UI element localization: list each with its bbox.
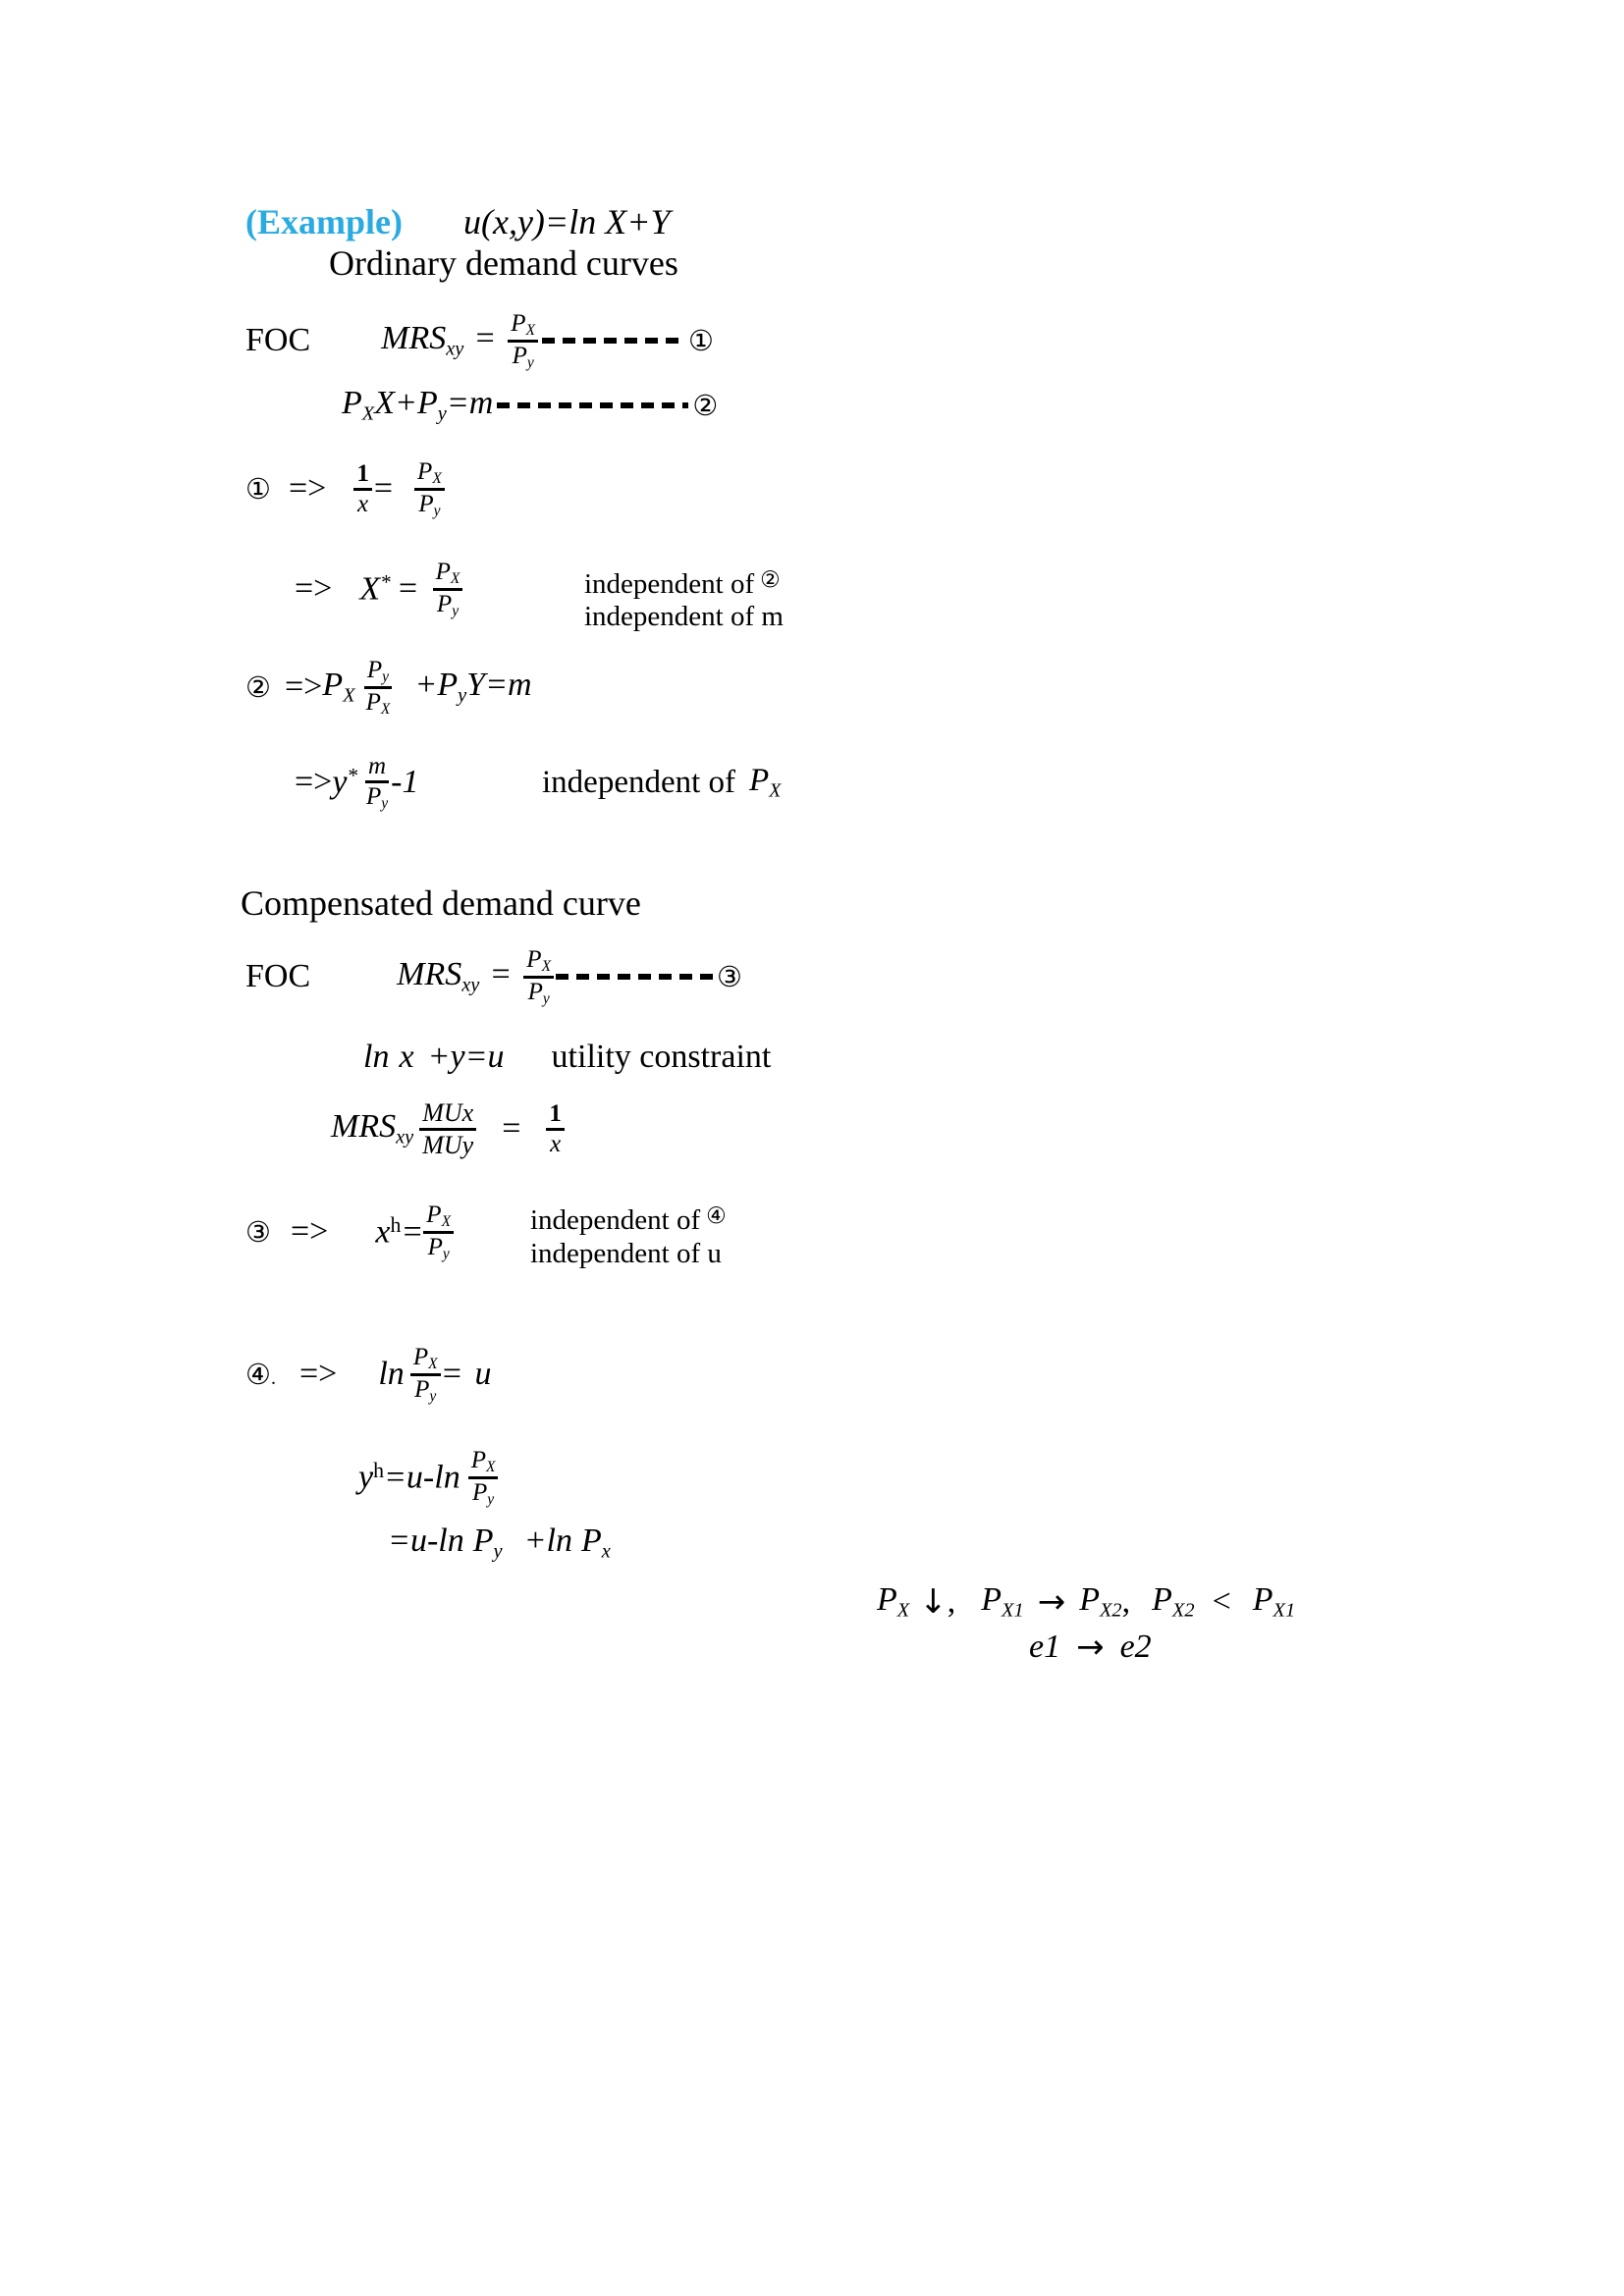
m-py-fraction <box>363 753 391 812</box>
p-symbol: P <box>342 385 362 422</box>
mrs-symbol: MRS <box>331 1108 397 1146</box>
u-variable: u <box>487 1039 505 1075</box>
fraction-denominator: x <box>357 490 369 517</box>
x1-subscript: X1 <box>1001 1599 1024 1622</box>
p-symbol: P <box>416 385 438 422</box>
y-subscript: y <box>437 402 447 425</box>
fraction-denominator: MUy <box>422 1130 474 1159</box>
y-subscript: y <box>442 1245 450 1262</box>
equals-sign: = <box>489 956 513 993</box>
x-variable: x <box>375 1213 391 1251</box>
foc-label: FOC <box>245 958 311 994</box>
u-variable: u <box>474 1356 492 1392</box>
circled-2: ② <box>692 389 719 422</box>
p-symbol: P <box>366 782 382 810</box>
plus-sign: + <box>414 667 438 704</box>
y-subscript: y <box>382 668 390 686</box>
p-symbol: P <box>877 1581 897 1619</box>
implies-sign: => <box>285 668 323 705</box>
px-py-fraction <box>508 310 538 370</box>
y-subscript: y <box>381 794 389 812</box>
h-superscript: h <box>373 1458 384 1482</box>
right-arrow-icon: → <box>1076 1628 1105 1667</box>
mrs-subscript: xy <box>396 1126 414 1148</box>
p-symbol: P <box>512 342 527 369</box>
x-subscript: X <box>361 402 375 425</box>
p-symbol: P <box>427 1233 443 1260</box>
ln-operator: ln <box>434 1459 460 1496</box>
mux-muy-fraction <box>419 1098 476 1158</box>
e2-term: e2 <box>1119 1629 1152 1665</box>
comma: , <box>1121 1583 1131 1620</box>
mrs-symbol: MRS <box>381 320 447 357</box>
star-superscript: * <box>380 569 391 594</box>
utility-constraint-line <box>363 1028 771 1087</box>
p-symbol: P <box>414 1375 430 1403</box>
independence-note-2 <box>542 756 781 809</box>
equals-sign: = <box>396 570 419 608</box>
plus-sign: + <box>427 1039 451 1075</box>
fraction-denominator <box>415 491 443 519</box>
x-subscript: X <box>428 1356 438 1373</box>
u-variable: u <box>406 1459 423 1496</box>
x-hicksian-term <box>375 1213 423 1251</box>
fraction-numerator: 1 <box>546 1100 565 1131</box>
independence-note-1 <box>584 564 784 633</box>
note-row: independent of m <box>584 601 784 632</box>
p-symbol: P <box>526 946 542 974</box>
y-variable: y <box>450 1039 465 1075</box>
p-symbol: P <box>749 762 770 798</box>
p-symbol: P <box>366 657 383 684</box>
x-subscript: X <box>441 1213 452 1231</box>
fraction-denominator <box>363 689 394 718</box>
example-formula: u(x,y)=ln X+Y <box>462 202 671 241</box>
implies-sign: => <box>295 764 333 800</box>
y-hicksian-term <box>358 1459 460 1496</box>
circled-2: ② <box>245 670 271 704</box>
ln-operator: ln <box>438 1522 464 1560</box>
budget-line <box>342 376 718 435</box>
x-subscript: X <box>896 1599 910 1622</box>
x-subscript: X <box>432 470 442 488</box>
ordinary-title <box>329 236 678 291</box>
fraction-denominator: x <box>550 1130 562 1157</box>
minus-sign: - <box>391 764 403 800</box>
mrs-subscript: xy <box>446 338 464 360</box>
x2-subscript: X2 <box>1099 1599 1122 1622</box>
p-symbol: P <box>436 590 453 617</box>
fraction-denominator <box>363 783 391 812</box>
circled-4: ④ <box>706 1203 727 1229</box>
circled-1: ① <box>245 472 271 506</box>
circled-1: ① <box>688 324 715 357</box>
x-star-term <box>359 570 418 609</box>
p-symbol: P <box>322 667 344 704</box>
ln-operator: ln <box>546 1522 572 1560</box>
x2-subscript: X2 <box>1171 1599 1195 1622</box>
equals-sign: = <box>383 1459 406 1496</box>
plus-sign: + <box>395 385 417 422</box>
fraction-denominator <box>525 979 553 1007</box>
y-subscript: y <box>493 1540 503 1563</box>
x-variable: x <box>399 1039 414 1075</box>
fraction-numerator: MUx <box>419 1098 476 1130</box>
px-term <box>322 667 354 708</box>
equals-sign: = <box>473 320 497 357</box>
derivation-line-4 <box>245 1325 492 1423</box>
py-px-fraction <box>363 657 394 717</box>
px-py-fraction <box>523 946 554 1006</box>
px-py-fraction <box>468 1447 499 1507</box>
derivation-line-2 <box>245 638 532 736</box>
fraction-numerator <box>468 1447 499 1478</box>
foc-line-compensated <box>245 928 742 1026</box>
fraction-numerator <box>433 559 463 590</box>
mrs-term <box>397 956 512 997</box>
implies-sign: => <box>291 1213 329 1250</box>
p-symbol: P <box>418 490 434 517</box>
fraction-numerator <box>508 310 538 342</box>
x-star-line <box>295 540 462 638</box>
x1-subscript: X1 <box>1272 1599 1296 1622</box>
x-subscript: X <box>541 958 552 976</box>
foc-line-ordinary <box>245 292 714 390</box>
star-superscript: * <box>347 763 357 787</box>
ln-operator: ln <box>378 1356 405 1392</box>
px-term <box>749 763 781 802</box>
derivation-line-3 <box>245 1183 454 1281</box>
x-subscript: X <box>450 570 460 588</box>
p-symbol: P <box>471 1478 488 1506</box>
y-variable: y <box>358 1459 374 1496</box>
compensated-title <box>241 876 641 931</box>
px1-term <box>1253 1581 1295 1623</box>
y-subscript: y <box>458 684 467 707</box>
right-arrow-icon: → <box>1037 1582 1066 1622</box>
mrs-term <box>331 1108 413 1149</box>
minus-sign: - <box>422 1459 435 1496</box>
x-subscript: X <box>380 700 391 718</box>
plus-lnpx-term <box>524 1522 611 1564</box>
fraction-numerator: 1 <box>353 460 372 491</box>
utility-constraint-label: utility constraint <box>551 1039 772 1075</box>
p-symbol: P <box>1079 1581 1100 1619</box>
section-title: Compensated demand curve <box>241 883 641 923</box>
equals-sign: = <box>388 1522 410 1560</box>
mrs-mu-line <box>331 1080 565 1178</box>
plus-sign: + <box>523 1522 547 1560</box>
y-subscript: y <box>452 602 460 619</box>
px1-term <box>981 1581 1023 1623</box>
fraction-denominator <box>510 343 537 371</box>
note-row: independent of u <box>530 1238 722 1269</box>
section-title: Ordinary demand curves <box>329 243 678 283</box>
p-symbol: P <box>580 1522 602 1560</box>
mrs-term <box>381 320 496 361</box>
fraction-numerator <box>364 657 392 688</box>
px2-term <box>1152 1581 1194 1623</box>
one-digit: 1 <box>402 764 419 800</box>
p-symbol: P <box>1252 1581 1273 1619</box>
implies-sign: => <box>299 1356 338 1392</box>
mrs-subscript: xy <box>461 974 480 996</box>
independent-of-text: independent of <box>584 568 755 600</box>
dashed-rule <box>497 402 688 408</box>
equals-sign: = <box>446 385 469 422</box>
circled-2: ② <box>760 567 781 593</box>
px-py-fraction <box>423 1201 454 1261</box>
p-symbol: P <box>417 458 433 486</box>
e1-term: e1 <box>1029 1629 1061 1665</box>
p-symbol: P <box>412 1344 429 1371</box>
implies-sign: => <box>295 570 333 607</box>
down-arrow-icon: ↓ <box>919 1582 947 1622</box>
minus-one-term <box>391 764 418 801</box>
y-variable: y <box>332 764 348 801</box>
py-y-term <box>414 667 531 708</box>
equals-sign: = <box>373 470 394 507</box>
independent-of-text: independent of <box>530 1204 701 1236</box>
fraction-denominator <box>434 591 461 619</box>
fraction-numerator <box>414 458 445 490</box>
p-symbol: P <box>1152 1581 1172 1619</box>
u-minus-lnpy-term <box>388 1522 503 1564</box>
derivation-line-1 <box>245 440 445 538</box>
m-variable: m <box>508 667 532 704</box>
y-hicksian-expanded-line <box>388 1514 611 1573</box>
dashed-rule <box>556 974 713 980</box>
p-symbol: P <box>437 667 459 704</box>
example-label: (Example) <box>245 202 403 241</box>
equilibrium-shift-line <box>1029 1618 1152 1677</box>
m-variable: m <box>468 385 494 422</box>
comma: , <box>947 1583 956 1620</box>
p-symbol: P <box>365 688 381 716</box>
mrs-symbol: MRS <box>397 956 462 993</box>
one-over-x-fraction <box>546 1100 565 1158</box>
fraction-denominator <box>425 1234 453 1262</box>
circled-4: ④ <box>245 1358 271 1391</box>
period: . <box>271 1367 276 1389</box>
independent-of-text: independent of <box>542 764 736 800</box>
px-term <box>877 1581 909 1623</box>
x-variable: X <box>374 385 396 422</box>
implies-sign: => <box>289 470 327 507</box>
x-subscript: X <box>343 684 355 707</box>
equals-sign: = <box>502 1110 521 1147</box>
equals-u-term <box>441 1356 492 1393</box>
fraction-denominator <box>411 1376 439 1405</box>
equals-sign: = <box>401 1213 424 1251</box>
ln-operator: ln <box>363 1039 390 1075</box>
x-subscript: X <box>485 1459 496 1476</box>
independence-note-3 <box>530 1200 727 1270</box>
p-symbol: P <box>472 1522 494 1560</box>
y-variable: Y <box>466 667 486 704</box>
x-subscript: X <box>769 779 782 802</box>
y-star-line <box>295 733 419 831</box>
p-symbol: P <box>511 310 526 338</box>
foc-label: FOC <box>245 322 311 358</box>
x-subscript: x <box>601 1540 611 1563</box>
fraction-numerator: m <box>365 753 389 783</box>
fraction-denominator <box>469 1479 497 1508</box>
p-symbol: P <box>527 978 543 1005</box>
px-py-fraction <box>410 1344 441 1404</box>
px-py-fraction <box>433 559 463 618</box>
note-row <box>584 564 784 601</box>
less-than-sign: < <box>1212 1583 1231 1620</box>
y-subscript: y <box>433 502 441 519</box>
u-variable: u <box>409 1522 427 1560</box>
equals-sign: = <box>485 667 509 704</box>
equals-sign: = <box>440 1356 463 1392</box>
circled-4-term <box>245 1356 276 1393</box>
h-superscript: h <box>390 1212 402 1237</box>
p-symbol: P <box>981 1581 1002 1619</box>
y-subscript: y <box>542 989 550 1007</box>
px2-term <box>1079 1581 1121 1623</box>
equals-sign: = <box>464 1039 488 1075</box>
x-subscript: X <box>525 322 536 340</box>
budget-equation <box>342 385 493 426</box>
fraction-numerator <box>523 946 554 978</box>
fraction-numerator <box>423 1201 454 1233</box>
px-py-fraction <box>414 458 445 518</box>
utility-equation <box>363 1039 505 1076</box>
y-subscript: y <box>429 1387 437 1405</box>
p-symbol: P <box>426 1201 442 1229</box>
circled-3: ③ <box>717 960 743 993</box>
y-star-term <box>332 764 357 802</box>
x-variable: X <box>359 570 381 608</box>
dashed-rule <box>542 338 684 344</box>
y-subscript: y <box>526 353 534 371</box>
y-hicksian-line <box>358 1428 498 1526</box>
circled-3: ③ <box>245 1215 271 1249</box>
fraction-numerator <box>410 1344 441 1375</box>
p-symbol: P <box>435 559 451 586</box>
one-over-x-fraction <box>353 460 372 518</box>
minus-sign: - <box>426 1522 439 1560</box>
note-row <box>530 1200 727 1237</box>
p-symbol: P <box>470 1447 486 1474</box>
y-subscript: y <box>487 1490 495 1508</box>
